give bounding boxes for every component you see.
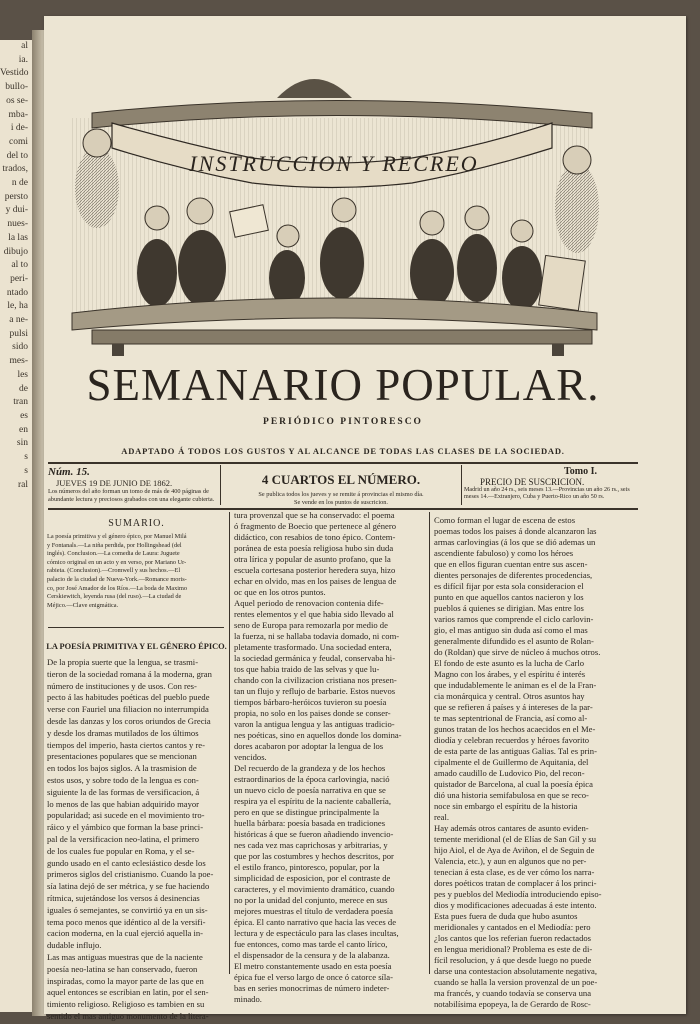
text-line: Méjico.—Clave enigmática. xyxy=(47,601,119,609)
margin-fragment: dibujo xyxy=(3,246,28,257)
margin-fragment: pulsi xyxy=(9,328,28,339)
header-rule-top xyxy=(48,462,638,464)
text-line: la sociedad germánica y feudal, conservaba hi- xyxy=(234,653,396,663)
margin-fragment: tran xyxy=(13,397,28,408)
sumario-rule xyxy=(48,627,224,628)
masthead-title: SEMANARIO POPULAR. xyxy=(86,360,600,410)
text-line: históricas á que se fueron añadiendo invencio- xyxy=(234,829,394,839)
margin-fragment: mes- xyxy=(9,356,28,367)
text-line: tos que habia traido de las selvas y que lu- xyxy=(234,664,380,674)
text-line: pero en que se distingue principalmente la xyxy=(234,807,380,817)
text-line: primeros siglos del cristianismo. Cuando la poe- xyxy=(47,869,214,880)
text-line: cia monárquica y central. Otros asuntos hay xyxy=(434,691,585,701)
text-line: cacion moderna, en la cual ejerció aquella in- xyxy=(47,928,204,939)
text-line: que se refieren á países y á intereses de la par- xyxy=(434,702,593,712)
text-line: pletamente trasformado. Una sociedad entera, xyxy=(234,642,392,652)
text-line: mejores muestras el título de verdadera poesía xyxy=(234,906,393,916)
text-line: real. xyxy=(434,812,450,822)
text-line: es difícil fijar por esta sola consideracion el xyxy=(434,581,584,591)
text-line: oc que en los otros puntos. xyxy=(234,587,326,597)
text-line: propia, no solo en los paises donde se conser- xyxy=(234,708,391,718)
text-line: El fondo de este asunto es la lucha de Carlo xyxy=(434,658,585,668)
text-line: Hay además otros cantares de asunto eviden- xyxy=(434,823,589,833)
text-line: rabieta. (Conclusion).—Cromwell y sus hechos.—El xyxy=(47,567,181,575)
margin-fragment: comi xyxy=(9,136,28,147)
text-line: que por las costumbres y hechos descritos, por xyxy=(234,851,394,861)
text-line: ¿los cantos que los referian fueron redactados xyxy=(434,933,592,943)
text-line: y desde los dramas mutilados de los últimos xyxy=(47,727,199,738)
text-line: el estilo franco, pintoresco, popular, por la xyxy=(234,862,380,872)
publication-note: Se publica todos los jueves y se remite á provincias el mismo día. xyxy=(258,491,424,498)
text-line: lectura y de espectáculo para las clases incultas, xyxy=(234,928,399,938)
text-line: tieron de la sociedad romana á la moderna, gran xyxy=(47,668,212,679)
text-line: dió una historia semifabulosa en que se reco- xyxy=(434,790,589,800)
margin-fragment: peri- xyxy=(10,273,28,284)
margin-fragment: al to xyxy=(11,260,28,271)
margin-fragment: ia. xyxy=(18,54,28,65)
newspaper-page xyxy=(44,16,686,1021)
text-line: en todos los bajos siglos. A la trasmision de xyxy=(47,763,197,774)
text-line: co, por José Amador de los Ríos.—La boda de Maximo xyxy=(47,584,188,592)
margin-fragment: nues- xyxy=(7,219,28,230)
text-line: la fuerza, ni se hallaba todavia domado, ni com- xyxy=(234,631,400,641)
text-line: poránea de esta poesía religiosa hubo sin duda xyxy=(234,543,394,553)
text-line: popularidad; asi sucede en el movimiento tro- xyxy=(47,810,205,821)
text-line: sentido el mas antiguo monumento de la litera- xyxy=(47,1010,209,1021)
text-line: echar en olvido, mas en los paises de lengua de xyxy=(234,576,397,586)
text-line: diodía y celebran recuerdos y héroes favorito xyxy=(434,735,590,745)
text-line: dores acabaron por adoptar la lengua de los xyxy=(234,741,384,751)
text-line: cuando se halla la version provenzal de un poe- xyxy=(434,977,598,987)
text-line: Magno con los árabes, y el espíritu é interés xyxy=(434,669,586,679)
text-line: Cerskiewitch, leyenda rusa (del ruso).—La ciudad de xyxy=(47,593,182,601)
text-line: minado. xyxy=(234,994,262,1004)
margin-fragment: la las xyxy=(8,232,28,243)
margin-fragment: les xyxy=(17,369,28,380)
text-line: otra lírica y popular de asunto profano, que la xyxy=(234,554,391,564)
text-line: dores poéticos tratan de complacer á los princi- xyxy=(434,878,597,888)
margin-fragment: n de xyxy=(11,178,28,189)
text-line: gunos tratan de los hechos acaecidos en el Me- xyxy=(434,724,596,734)
sumario-title: SUMARIO. xyxy=(108,518,165,529)
article-column-3 xyxy=(434,515,638,1010)
text-line: sía latina dejó de ser métrica, y se fue haciendo xyxy=(47,881,210,892)
text-line: nes cada vez mas caprichosas y arbitrarias, y xyxy=(234,840,388,850)
article-title: LA POESÍA PRIMITIVA Y EL GÉNERO ÉPICO. xyxy=(46,642,227,651)
text-line: seno de Europa para remozarla por medio de xyxy=(234,620,388,630)
issue-note: Los números del año forman un tomo de más de 400 páginas de abundante lectura y preciosos grabados con una elegante cubierta. xyxy=(48,488,215,503)
text-line: dios y modificaciones adecuadas á este intento. xyxy=(434,900,597,910)
volume-label: Tomo I. xyxy=(564,466,597,477)
text-line: timiento religioso. Religioso es tambien en su xyxy=(47,999,205,1010)
text-line: punto en que aquellos cantos nacieron y los xyxy=(434,592,584,602)
text-line: número de instituciones y de usos. Con res- xyxy=(47,680,197,691)
text-line: ascendiente fabuloso) y como los héroes xyxy=(434,548,574,558)
issue-number: Núm. 15. xyxy=(48,466,90,478)
text-line: estraordinarios de la época carlovingia, nació xyxy=(234,774,390,784)
text-line: iguales ó semejantes, se convirtió ya en un sis- xyxy=(47,904,208,915)
article-column-1 xyxy=(47,657,225,1023)
text-line: La poesía primitiva y el género épico, por Manuel Milá xyxy=(47,533,187,540)
text-line: lo menos de las que habian adquirido mayor xyxy=(47,798,200,809)
text-line: darse una contestacion absolutamente negativa, xyxy=(434,966,597,976)
text-line: en lengua meridional? Problema es este de di- xyxy=(434,944,593,954)
margin-fragment: trados, xyxy=(2,164,28,175)
text-line: Del recuerdo de la grandeza y de los hechos xyxy=(234,763,386,773)
margin-fragment: s xyxy=(24,465,28,476)
text-line: de esta parte de las antiguas Galias. Tal es prin- xyxy=(434,746,597,756)
margin-fragment: mba- xyxy=(8,109,28,120)
text-line: dudable influjo. xyxy=(47,940,102,951)
text-line: ráico y el yámbico que forman la base princi- xyxy=(47,822,204,833)
text-line: aquel entonces se escribian en latin, por el sen- xyxy=(47,987,209,998)
text-line: El metro constantemente usado en esta poesía xyxy=(234,961,392,971)
margin-fragment: os se- xyxy=(6,95,28,106)
text-line: didáctico, con resabios de tono épico. Contem- xyxy=(234,532,396,542)
margin-fragment: al xyxy=(21,41,28,51)
text-line: hijo Aiol, el de Aya de Aviñon, el de Seguin de xyxy=(434,845,595,855)
text-line: tenecian á esta clase, es de ver cómo los narra- xyxy=(434,867,595,877)
margin-fragment: Vestido xyxy=(0,68,29,79)
text-line: notabilísima epopeya, la de Gerardo de Rosc- xyxy=(434,999,591,1009)
text-line: vencidos. xyxy=(234,752,267,762)
column-divider-1 xyxy=(229,512,230,974)
text-line: noce sin embargo el espíritu de la historia xyxy=(434,801,578,811)
text-line: tema poco menos que idéntico al de la versifi- xyxy=(47,916,206,927)
text-line: un nuevo ciclo de poesía narrativa en que se xyxy=(234,785,386,795)
text-line: cipalmente el de Guillermo de Aquitania, del xyxy=(434,757,589,767)
masthead-tagline: ADAPTADO Á TODOS LOS GUSTOS Y AL ALCANCE DE TODAS LAS CLASES DE LA SOCIEDAD. xyxy=(121,446,565,456)
text-line: do (Roldan) que sirve de núcleo á muchos otros. xyxy=(434,647,601,657)
text-line: Como forman el lugar de escena de estos xyxy=(434,515,576,525)
text-line: rentes elementos y el que habia sido llevado al xyxy=(234,609,394,619)
text-line: chando con la civilizacion cristiana nos presen- xyxy=(234,675,397,685)
sumario-contents xyxy=(47,533,225,610)
text-line: cómico original en un acto y en verso, por Mariano Ur- xyxy=(47,558,187,566)
text-line: estos usos, y sobre todo de la lengua es con- xyxy=(47,774,199,785)
text-line: huella bárbara: poesía basada en tradiciones xyxy=(234,818,386,828)
text-line: que en ellos figuran cuentan entre sus ascen- xyxy=(434,559,588,569)
text-line: generalmente difundido es el asunto de Rolan- xyxy=(434,636,594,646)
subscription-prices: Madrid un año 24 rs., seis meses 13.—Provincias un año 26 rs., seis meses 14.—Extranjero, Cuba y Puerto-Rico un año 50 rs. xyxy=(464,487,630,501)
text-line: que indudablemente le animan es el de la Fran- xyxy=(434,680,597,690)
text-line: Aquel periodo de renovacion contenia dife- xyxy=(234,598,384,608)
margin-fragment: bullo- xyxy=(5,82,28,93)
banner-text: INSTRUCCION Y RECREO xyxy=(189,151,479,176)
info-divider-1 xyxy=(220,465,221,505)
text-line: verse con Fauriel una filiacion no interrumpida xyxy=(47,704,209,715)
text-line: poemas todos los paises á donde alcanzaron las xyxy=(434,526,597,536)
sales-note: Se vende en los puntos de suscricion. xyxy=(294,499,388,506)
margin-fragment: persto xyxy=(4,191,28,202)
margin-fragment: y dui- xyxy=(5,205,28,216)
price-per-issue: 4 CUARTOS EL NÚMERO. xyxy=(261,472,421,487)
text-line: armas carlovingias (á los que se dió ademas un xyxy=(434,537,596,547)
text-line: respira ya el espíritu de la naciente caballería, xyxy=(234,796,391,806)
margin-fragment: de xyxy=(19,383,28,394)
info-divider-2 xyxy=(461,465,462,505)
text-line: siguiente la de las formas de versificacion, á xyxy=(47,786,200,797)
text-line: rítmica, sujetándose los versos á desinencias xyxy=(47,892,200,903)
text-line: Valencia, etc.), y aun en algunos que no per- xyxy=(434,856,587,866)
issue-date: JUEVES 19 DE JUNIO DE 1862. xyxy=(56,478,173,488)
text-line: caracteres, y el movimiento dramático, cuando xyxy=(234,884,395,894)
text-line: quistador de Barcelona, al cual la poesía épica xyxy=(434,779,593,789)
text-line: dientes personajes de diferentes procedencias, xyxy=(434,570,593,580)
text-line: tan un flujo y reflujo de barbarie. Estos nuevos xyxy=(234,686,396,696)
adjacent-page-fragment xyxy=(0,40,33,1012)
text-line: pal de la versificacion neo-latina, el primero xyxy=(47,833,199,844)
text-line: desde las danzas y los coros oriundos de Grecia xyxy=(47,715,211,726)
text-line: y Fontanals.—La niña perdida, por Hollingshead (del xyxy=(47,541,182,549)
text-line: fícil resolucion, y á que desde luego no puede xyxy=(434,955,592,965)
margin-fragment: ral xyxy=(17,479,28,490)
text-line: de los cuales fue popular en Roma, y el se- xyxy=(47,845,195,856)
text-line: presentaciones populares que se mencionan xyxy=(47,751,197,762)
text-line: tiempos bárbaro-heróicos tuvieron su poesía xyxy=(234,697,387,707)
text-line: ó fragmento de Boecio que pertenece al género xyxy=(234,521,397,531)
text-line: poesía neo-latina se han conservado, fueron xyxy=(47,963,198,974)
text-line: el dispensador de la censura y de la alabanza. xyxy=(234,950,390,960)
text-line: meridionales y cantados en el Mediodía: pero xyxy=(434,922,591,932)
subscription-title: PRECIO DE SUSCRICION. xyxy=(480,477,585,487)
article-column-2 xyxy=(234,510,426,1005)
header-engraving xyxy=(52,68,617,360)
margin-fragment: del to xyxy=(6,150,28,161)
text-line: tura provenzal que se ha conservado: el poema xyxy=(234,510,395,520)
text-line: temente meridional (el de Elías de San Gil y su xyxy=(434,834,597,844)
margin-fragment: sido xyxy=(12,342,28,353)
text-line: te mas septentrional de Francia, así como al- xyxy=(434,713,588,723)
margin-fragment: es xyxy=(20,410,28,421)
margin-fragment: le, ha xyxy=(7,301,28,312)
text-line: simplicidad de esposicion, por el contraste de xyxy=(234,873,391,883)
text-line: épica fue el verso largo de once ó catorce síla- xyxy=(234,972,393,982)
text-line: no por la unidad del conjunto, merece en sus xyxy=(234,895,388,905)
text-line: Esta pues fuera de duda que hubo asuntos xyxy=(434,911,578,921)
column-divider-2 xyxy=(429,512,430,974)
text-line: gio, el mas antiguo sin duda así como el mas xyxy=(434,625,588,635)
text-line: varios ramos que comprende el ciclo carlovin- xyxy=(434,614,594,624)
text-line: gundo usado en el canto eclesiástico desde los xyxy=(47,857,206,868)
text-line: varon la antigua lengua y las antiguas tradicio- xyxy=(234,719,395,729)
text-line: inspiradas, como la mayor parte de las que en xyxy=(47,975,204,986)
text-line: escuela cortesana posterior heredera suya, hizo xyxy=(234,565,396,575)
margin-fragment: ntado xyxy=(6,287,28,298)
text-line: pecto á las habitudes poéticas del pueblo puede xyxy=(47,692,210,703)
text-line: De la propia suerte que la lengua, se trasmi- xyxy=(47,657,199,667)
margin-fragment: i de- xyxy=(10,123,28,134)
text-line: bas en series monocrimas de número indeter- xyxy=(234,983,390,993)
masthead-subtitle: PERIÓDICO PINTORESCO xyxy=(263,417,423,427)
margin-fragment: a ne- xyxy=(9,315,28,326)
text-line: fue entonces, como mas tarde el canto lírico, xyxy=(234,939,388,949)
text-line: pueblos á quienes se dirigian. Mas entre los xyxy=(434,603,584,613)
text-line: amado caudillo de Ludovico Pio, del recon- xyxy=(434,768,585,778)
text-line: Las mas antiguas muestras que de la naciente xyxy=(47,951,203,962)
text-line: épica. El canto narrativo que hacia las veces de xyxy=(234,917,397,927)
text-line: inglés). Conclusion.—La comedia de Laura: Juguete xyxy=(47,550,180,558)
text-line: pes y pueblos del Mediodía introduciendo episo- xyxy=(434,889,602,899)
text-line: nes poéticas, sino en aquellos donde los domina- xyxy=(234,730,402,740)
margin-fragment: s xyxy=(24,452,28,463)
text-line: ma francés, y cuando todavía se conserva una xyxy=(434,988,592,998)
text-line: palacio de la ciudad de Nueva-York.—Romance moris- xyxy=(47,575,187,583)
margin-fragment: sin xyxy=(16,438,28,449)
text-line: tiempos del imperio, hasta ciertos cantos y re- xyxy=(47,739,205,750)
margin-fragment: en xyxy=(19,424,28,435)
